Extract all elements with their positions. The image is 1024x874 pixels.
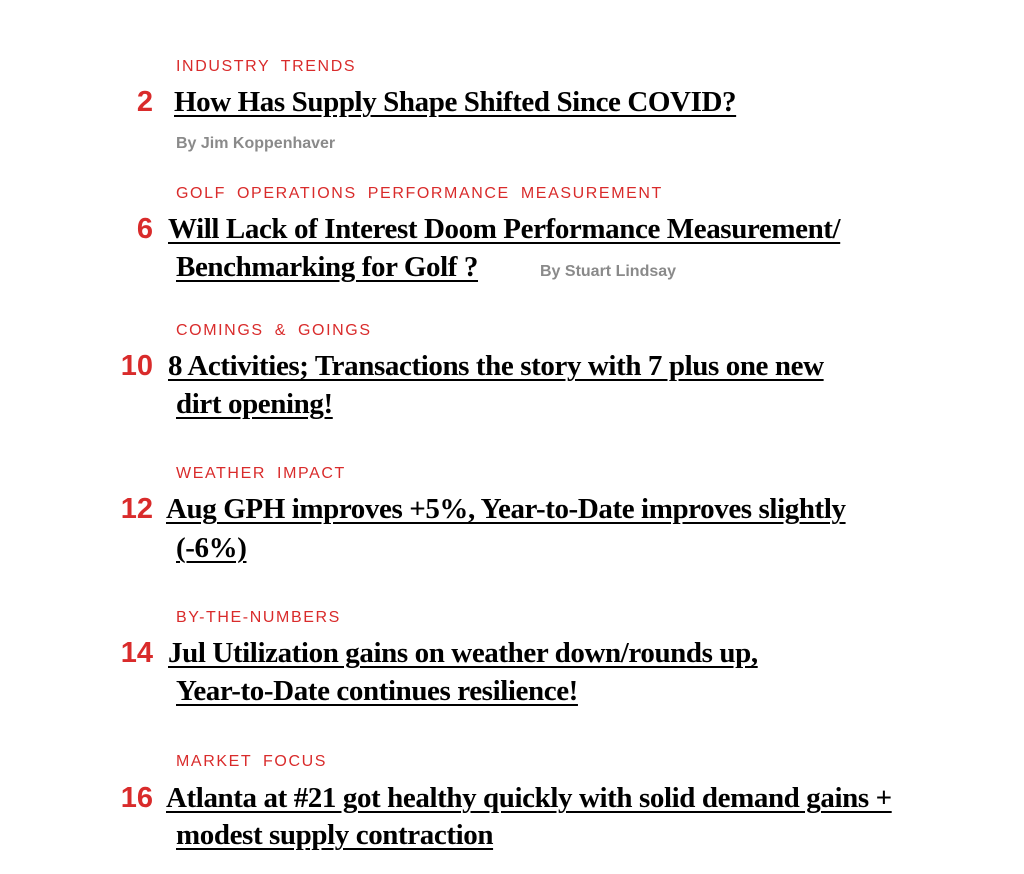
article-title-link[interactable]: Atlanta at #21 got healthy quickly with solid demand gains + [166,782,892,814]
section-label: COMINGS & GOINGS [176,322,372,339]
article-title-link[interactable]: Jul Utilization gains on weather down/rounds up, [168,637,758,669]
page-number: 16 [120,782,153,814]
article-title-link[interactable]: Will Lack of Interest Doom Performance Measurement/ [168,213,841,245]
section-label: BY-THE-NUMBERS [176,609,341,626]
article-title-link[interactable]: Year-to-Date continues resilience! [176,675,578,707]
page-number: 12 [120,493,153,525]
page-number: 6 [136,213,153,245]
page-number: 2 [136,86,153,118]
page-number: 10 [120,350,153,382]
page-number: 14 [120,637,153,669]
byline: By Stuart Lindsay [540,263,677,280]
section-label: MARKET FOCUS [176,753,328,770]
section-label: INDUSTRY TRENDS [176,58,357,75]
article-title-link[interactable]: Benchmarking for Golf ? [176,251,479,283]
article-title-link[interactable]: (-6%) [176,532,247,564]
article-title-link[interactable]: dirt opening! [176,388,333,420]
article-title-link[interactable]: Aug GPH improves +5%, Year-to-Date improves slightly [166,493,846,525]
section-label: WEATHER IMPACT [176,465,346,482]
byline: By Jim Koppenhaver [176,135,336,152]
section-label: GOLF OPERATIONS PERFORMANCE MEASUREMENT [176,185,663,202]
article-title-link[interactable]: How Has Supply Shape Shifted Since COVID? [174,86,737,118]
article-title-link[interactable]: modest supply contraction [176,819,494,851]
article-title-link[interactable]: 8 Activities; Transactions the story with 7 plus one new [168,350,824,382]
